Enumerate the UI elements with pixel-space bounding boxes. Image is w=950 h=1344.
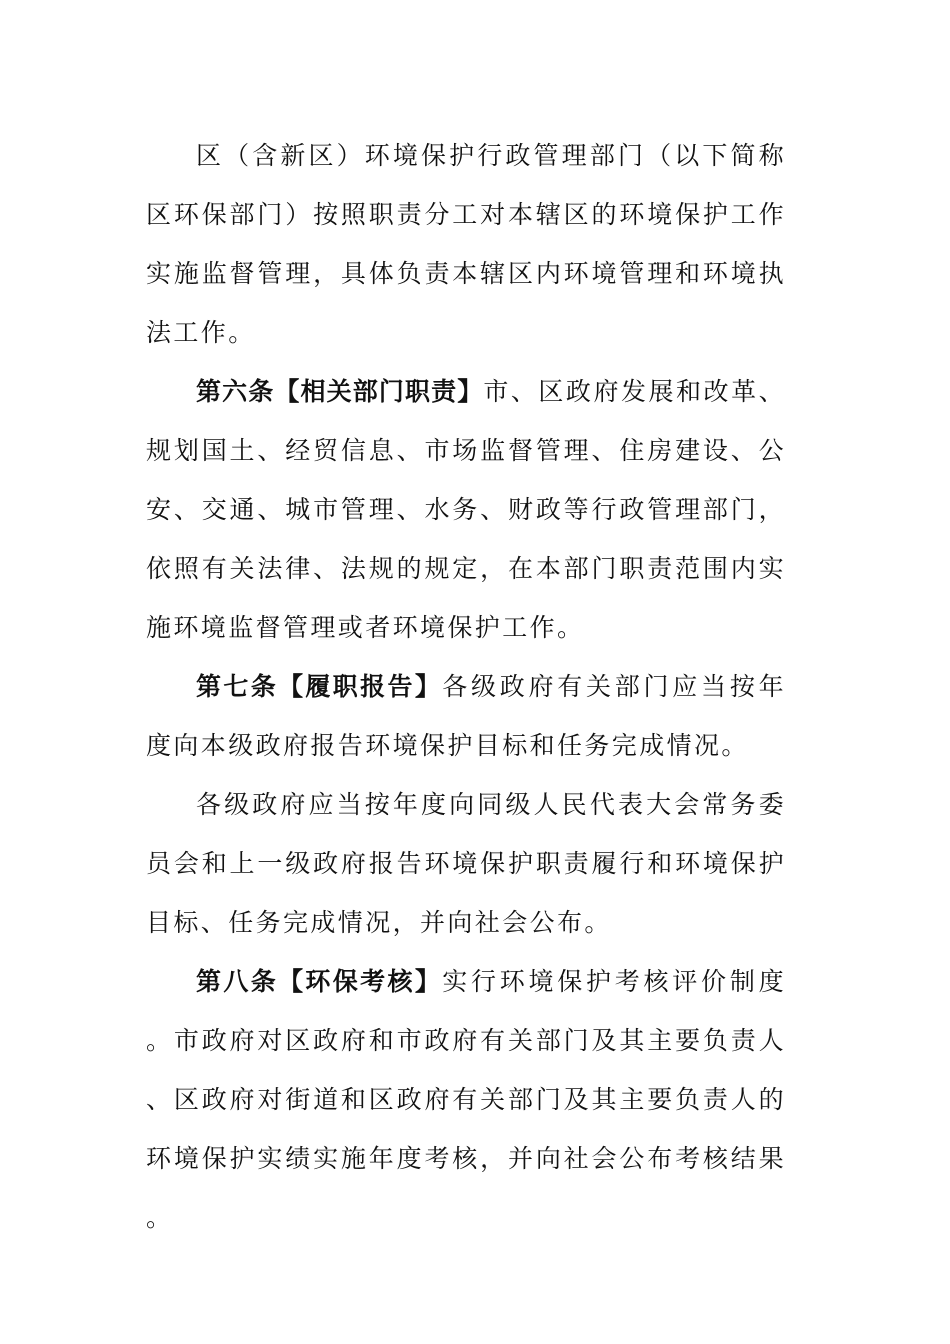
paragraph-article-8 [146, 952, 786, 1247]
document-body [146, 126, 786, 1247]
paragraph-article-7 [146, 657, 786, 775]
paragraph-article-6 [146, 362, 786, 657]
paragraph-text: 区（含新区）环境保护行政管理部门（以下简称区环保部门）按照职责分工对本辖区的环境保护工作实施监督管理，具体负责本辖区内环境管理和环境执法工作。 [146, 141, 786, 347]
paragraph-district-epb [146, 126, 786, 362]
paragraph-article-7-part-2 [146, 775, 786, 952]
article-heading: 第六条【相关部门职责】 [196, 377, 484, 406]
article-heading: 第七条【履职报告】 [196, 672, 443, 701]
paragraph-text: 各级政府有关部门应当按年度向本级政府报告环境保护目标和任务完成情况。 [146, 672, 786, 760]
paragraph-text: 各级政府应当按年度向同级人民代表大会常务委员会和上一级政府报告环境保护职责履行和环境保护目标、任务完成情况，并向社会公布。 [146, 790, 786, 937]
article-heading: 第八条【环保考核】 [196, 967, 443, 996]
paragraph-text: 市、区政府发展和改革、规划国土、经贸信息、市场监督管理、住房建设、公安、交通、城市管理、水务、财政等行政管理部门，依照有关法律、法规的规定，在本部门职责范围内实施环境监督管理或者环境保护工作。 [146, 377, 786, 642]
paragraph-text: 实行环境保护考核评价制度。市政府对区政府和市政府有关部门及其主要负责人、区政府对街道和区政府有关部门及其主要负责人的环境保护实绩实施年度考核，并向社会公布考核结果。 [146, 967, 786, 1232]
